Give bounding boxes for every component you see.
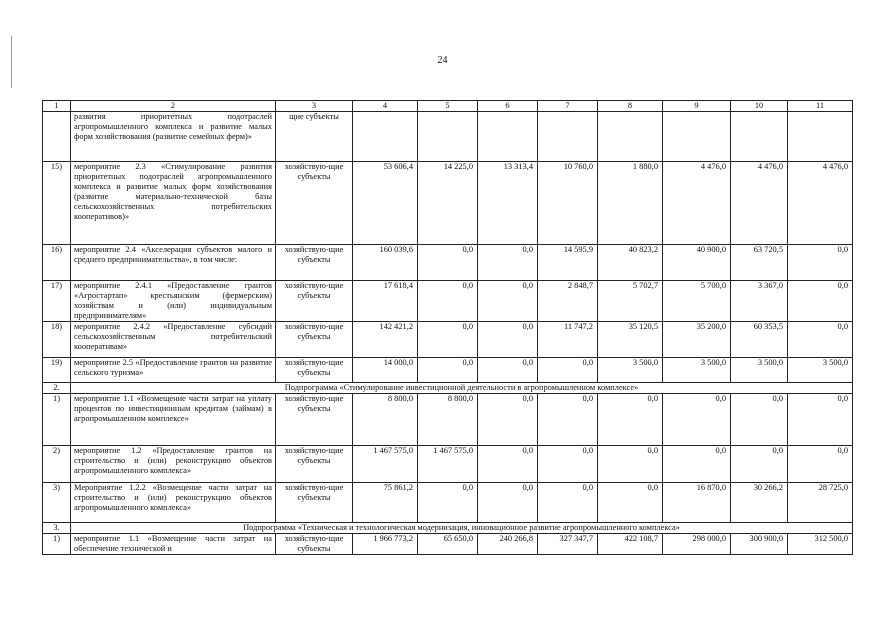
- amount-cell: 327 347,7: [538, 534, 598, 555]
- measure-name: развития приоритетных подотраслей агропромышленного комплекса и развитие малых форм хозяйствования (развитие семейных ферм)»: [71, 112, 276, 162]
- executor: хозяйствую-щие субъекты: [276, 358, 353, 383]
- amount-cell: 0,0: [538, 446, 598, 483]
- amount-cell: 0,0: [478, 446, 538, 483]
- measure-name: мероприятие 1.1 «Возмещение части затрат на уплату процентов по инвестиционным кредитам (займам) в агропромышленном комплексе»: [71, 394, 276, 446]
- amount-cell: 0,0: [478, 245, 538, 281]
- amount-cell: 3 500,0: [598, 358, 663, 383]
- amount-cell: 63 720,5: [731, 245, 788, 281]
- amount-cell: 0,0: [731, 394, 788, 446]
- amount-cell: [478, 112, 538, 162]
- amount-cell: 0,0: [478, 358, 538, 383]
- column-header: 3: [276, 101, 353, 112]
- section-number: 3.: [43, 523, 71, 534]
- row-number: 3): [43, 483, 71, 523]
- amount-cell: 0,0: [478, 394, 538, 446]
- row-number: 1): [43, 534, 71, 555]
- amount-cell: 298 000,0: [663, 534, 731, 555]
- section-title: Подпрограмма «Техническая и технологическая модернизация, инновационное развитие агропромышленного комплекса»: [71, 523, 853, 534]
- amount-cell: 1 880,0: [598, 162, 663, 245]
- amount-cell: 5 700,0: [663, 281, 731, 322]
- amount-cell: 10 760,0: [538, 162, 598, 245]
- amount-cell: 0,0: [478, 483, 538, 523]
- table-row: [43, 245, 853, 281]
- amount-cell: 40 823,2: [598, 245, 663, 281]
- row-number: 19): [43, 358, 71, 383]
- column-header: 10: [731, 101, 788, 112]
- amount-cell: 0,0: [538, 394, 598, 446]
- column-header: 5: [418, 101, 478, 112]
- row-number: 2): [43, 446, 71, 483]
- amount-cell: 0,0: [663, 394, 731, 446]
- amount-cell: 0,0: [788, 446, 853, 483]
- executor: щие субъекты: [276, 112, 353, 162]
- column-header: 1: [43, 101, 71, 112]
- page-number: 24: [437, 55, 448, 66]
- amount-cell: 300 900,0: [731, 534, 788, 555]
- amount-cell: 0,0: [478, 281, 538, 322]
- amount-cell: [731, 112, 788, 162]
- amount-cell: 0,0: [788, 281, 853, 322]
- amount-cell: 0,0: [418, 281, 478, 322]
- amount-cell: 0,0: [538, 483, 598, 523]
- column-header: 4: [353, 101, 418, 112]
- amount-cell: 1 467 575,0: [353, 446, 418, 483]
- amount-cell: 4 476,0: [788, 162, 853, 245]
- table-row: [43, 394, 853, 446]
- section-row: [43, 523, 853, 534]
- amount-cell: 0,0: [598, 446, 663, 483]
- amount-cell: 40 900,0: [663, 245, 731, 281]
- amount-cell: [788, 112, 853, 162]
- table-row: [43, 534, 853, 555]
- amount-cell: 0,0: [418, 322, 478, 358]
- amount-cell: 30 266,2: [731, 483, 788, 523]
- amount-cell: 0,0: [731, 446, 788, 483]
- amount-cell: 0,0: [788, 394, 853, 446]
- amount-cell: 14 595,9: [538, 245, 598, 281]
- column-header: 11: [788, 101, 853, 112]
- measure-name: мероприятие 1.1 «Возмещение части затрат на обеспечение технической и: [71, 534, 276, 555]
- column-header: 9: [663, 101, 731, 112]
- amount-cell: 13 313,4: [478, 162, 538, 245]
- budget-table: [42, 100, 853, 555]
- amount-cell: 0,0: [478, 322, 538, 358]
- row-number: [43, 112, 71, 162]
- measure-name: мероприятие 1.2 «Предоставление грантов на строительство и (или) реконструкцию объектов агропромышленного комплекса»: [71, 446, 276, 483]
- table-row: [43, 162, 853, 245]
- table-row: [43, 322, 853, 358]
- amount-cell: 35 200,0: [663, 322, 731, 358]
- measure-name: мероприятие 2.4.2 «Предоставление субсидий сельскохозяйственным потребительский кооперативам»: [71, 322, 276, 358]
- amount-cell: 0,0: [418, 483, 478, 523]
- section-number: 2.: [43, 383, 71, 394]
- amount-cell: 1 966 773,2: [353, 534, 418, 555]
- measure-name: мероприятие 2.4 «Акселерация субъектов малого и среднего предпринимательства», в том числе:: [71, 245, 276, 281]
- row-number: 15): [43, 162, 71, 245]
- column-header: 8: [598, 101, 663, 112]
- amount-cell: 14 000,0: [353, 358, 418, 383]
- amount-cell: 312 500,0: [788, 534, 853, 555]
- table-row: [43, 446, 853, 483]
- amount-cell: 4 476,0: [663, 162, 731, 245]
- table-body: [43, 112, 853, 555]
- amount-cell: 0,0: [788, 322, 853, 358]
- amount-cell: [598, 112, 663, 162]
- amount-cell: 0,0: [788, 245, 853, 281]
- table-row: [43, 281, 853, 322]
- amount-cell: [538, 112, 598, 162]
- amount-cell: 8 800,0: [353, 394, 418, 446]
- measure-name: мероприятие 2.5 «Предоставление грантов на развитие сельского туризма»: [71, 358, 276, 383]
- amount-cell: [353, 112, 418, 162]
- table-row: [43, 358, 853, 383]
- amount-cell: 422 108,7: [598, 534, 663, 555]
- table-row: [43, 112, 853, 162]
- amount-cell: 8 800,0: [418, 394, 478, 446]
- amount-cell: 17 618,4: [353, 281, 418, 322]
- amount-cell: 142 421,2: [353, 322, 418, 358]
- section-row: [43, 383, 853, 394]
- amount-cell: 16 870,0: [663, 483, 731, 523]
- amount-cell: 1 467 575,0: [418, 446, 478, 483]
- amount-cell: 35 120,5: [598, 322, 663, 358]
- header-row: [43, 101, 853, 112]
- section-title: Подпрограмма «Стимулирование инвестиционной деятельности в агропромышленном комплексе»: [71, 383, 853, 394]
- table-row: [43, 483, 853, 523]
- amount-cell: 240 266,8: [478, 534, 538, 555]
- executor: хозяйствую-щие субъекты: [276, 534, 353, 555]
- amount-cell: 160 039,6: [353, 245, 418, 281]
- amount-cell: 0,0: [598, 394, 663, 446]
- column-header: 6: [478, 101, 538, 112]
- amount-cell: 75 861,2: [353, 483, 418, 523]
- amount-cell: 0,0: [418, 245, 478, 281]
- amount-cell: 0,0: [663, 446, 731, 483]
- executor: хозяйствую-щие субъекты: [276, 394, 353, 446]
- measure-name: мероприятие 2.3 «Стимулирование развития приоритетных подотраслей агропромышленного комплекса и развитие малых форм хозяйствования (развитие материально-технической базы сельскохозяйственных потребительских кооперативов)»: [71, 162, 276, 245]
- executor: хозяйствую-щие субъекты: [276, 446, 353, 483]
- amount-cell: [418, 112, 478, 162]
- amount-cell: 53 606,4: [353, 162, 418, 245]
- row-number: 17): [43, 281, 71, 322]
- amount-cell: 65 650,0: [418, 534, 478, 555]
- row-number: 1): [43, 394, 71, 446]
- measure-name: мероприятие 2.4.1 «Предоставление грантов «Агростартап» крестьянским (фермерским) хозяйствам и (или) индивидуальным предпринимателям»: [71, 281, 276, 322]
- amount-cell: 4 476,0: [731, 162, 788, 245]
- row-number: 16): [43, 245, 71, 281]
- amount-cell: 3 367,0: [731, 281, 788, 322]
- amount-cell: 0,0: [598, 483, 663, 523]
- column-header: 2: [71, 101, 276, 112]
- amount-cell: 0,0: [418, 358, 478, 383]
- amount-cell: 3 500,0: [731, 358, 788, 383]
- amount-cell: 3 500,0: [788, 358, 853, 383]
- amount-cell: 3 500,0: [663, 358, 731, 383]
- executor: хозяйствую-щие субъекты: [276, 245, 353, 281]
- amount-cell: 5 702,7: [598, 281, 663, 322]
- amount-cell: 60 353,5: [731, 322, 788, 358]
- row-number: 18): [43, 322, 71, 358]
- executor: хозяйствую-щие субъекты: [276, 322, 353, 358]
- amount-cell: 14 225,0: [418, 162, 478, 245]
- amount-cell: [663, 112, 731, 162]
- amount-cell: 0,0: [538, 358, 598, 383]
- amount-cell: 2 848,7: [538, 281, 598, 322]
- executor: хозяйствую-щие субъекты: [276, 162, 353, 245]
- amount-cell: 28 725,0: [788, 483, 853, 523]
- executor: хозяйствую-щие субъекты: [276, 483, 353, 523]
- column-header: 7: [538, 101, 598, 112]
- executor: хозяйствую-щие субъекты: [276, 281, 353, 322]
- measure-name: Мероприятие 1.2.2 «Возмещение части затрат на строительство и (или) реконструкцию объектов агропромышленного комплекса»: [71, 483, 276, 523]
- amount-cell: 11 747,2: [538, 322, 598, 358]
